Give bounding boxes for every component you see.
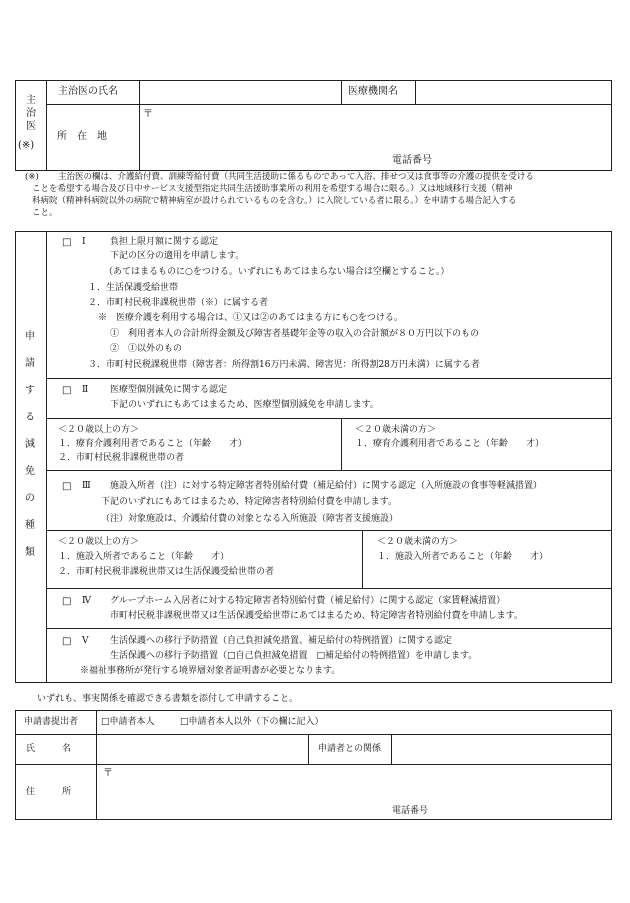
section4-line: 市町村民税非課税世帯又は生活保護受給世帯にあてはまるため、特定障害者特別給付費を申請します。: [110, 611, 523, 621]
attachment-note: いずれも、事実関係を確認できる書類を添付して申請すること。: [37, 694, 299, 704]
section1-line: （あてはまるものに○をつける。いずれにもあてはまらない場合は空欄とすること。）: [104, 267, 450, 277]
option-self-checkbox[interactable]: □申請者本人: [101, 717, 155, 727]
section2-numeral: Ⅱ: [82, 385, 89, 395]
relation-field[interactable]: [392, 735, 611, 763]
section4-title: グループホーム入居者に対する特定障害者特別給付費（補足給付）に関する認定（家賃軽減措置）: [110, 596, 506, 606]
section1-line: ① 利用者本人の合計所得金額及び障害者基礎年金等の収入の合計額が８０万円以下のもの: [110, 329, 480, 339]
section3-checkbox[interactable]: □: [62, 481, 72, 492]
applicant-phone-label: 電話番号: [392, 806, 429, 816]
section5-line: 生活保護への移行予防措置（□自己負担減免措置 □補足給付の特例措置）を申請します。: [110, 651, 478, 661]
doctor-note-line: ことを希望する場合及び日中サービス支援型指定共同生活援助事業所の利用を希望する場合に限る。）又は地域移行支援（精神: [32, 184, 513, 194]
doctor-note-line: 科病院（精神科病院以外の病院で精神病室が設けられているものを含む。）に入院している者に限る。）を申請する場合記入する: [32, 196, 517, 206]
doctor-side-mark: (※): [18, 140, 35, 151]
section3-over20-item: １．施設入所者であること（年齢 才）: [58, 552, 230, 562]
doctor-address-label: 所 在 地: [57, 131, 107, 142]
doctor-note-mark: (※): [25, 172, 39, 182]
applicant-address-field[interactable]: [97, 765, 611, 819]
doctor-name-label: 主治医の氏名: [58, 86, 118, 97]
section1-checkbox[interactable]: □: [62, 237, 72, 248]
doctor-name-field[interactable]: [140, 81, 340, 103]
section2-under20-item: １．療育介護利用者であること（年齢 才）: [355, 439, 545, 449]
section2-over20-title: ＜２０歳以上の方＞: [58, 425, 140, 435]
section2-title: 医療型個別減免に関する認定: [110, 385, 228, 395]
applicant-postal-mark: 〒: [103, 768, 113, 779]
section3-numeral: Ⅲ: [82, 481, 91, 491]
section3-title: 施設入所者（注）に対する特定障害者特別給付費（補足給付）に関する認定（入所施設の食事等軽減措置）: [110, 481, 543, 491]
section2-line: 下記のいずれにもあてはまるため、医療型個別減免を申請します。: [110, 400, 379, 410]
section1-line: ２．市町村民税非課税世帯（※）に属する者: [88, 298, 269, 308]
section4-numeral: Ⅳ: [82, 596, 91, 606]
reduction-side-label: 申 請 す る 減 免 の 種 類: [25, 331, 35, 558]
section1-line: １．生活保護受給世帯: [88, 283, 179, 293]
doctor-note-line: こと。: [32, 208, 58, 218]
section1-line: 下記の区分の適用を申請します。: [110, 251, 245, 261]
section2-under20-title: ＜２０歳未満の方＞: [355, 425, 437, 435]
section2-over20-item: ２．市町村民税非課税世帯の者: [58, 453, 185, 463]
doctor-side-label: 主 治 医: [26, 95, 36, 132]
institution-field[interactable]: [416, 81, 611, 103]
section5-note: ※福祉事務所が発行する境界層対象者証明書が必要となります。: [80, 666, 341, 676]
section2-checkbox[interactable]: □: [62, 385, 72, 396]
section1-line: ※ 医療介護を利用する場合は、①又は②のあてはまる方にも○をつける。: [98, 313, 403, 323]
section3-under20-title: ＜２０歳未満の方＞: [377, 537, 459, 547]
doctor-phone-label: 電話番号: [392, 155, 432, 166]
doctor-note-line: 主治医の欄は、介護給付費、訓練等給付費（共同生活援助に係るものであって入浴、排せつ又は食事等の介護の提供を受ける: [58, 172, 534, 182]
section3-over20-item: ２．市町村民税非課税世帯又は生活保護受給世帯の者: [58, 567, 275, 577]
relation-label: 申請者との関係: [318, 744, 382, 754]
section1-line: ３．市町村民税課税世帯（障害者：所得割16万円未満、障害児：所得割28万円未満）に属する者: [88, 360, 480, 370]
section4-checkbox[interactable]: □: [62, 596, 72, 607]
section5-numeral: Ⅴ: [82, 636, 89, 646]
section3-line: 下記のいずれにもあてはまるため、特定障害者特別給付費を申請します。: [101, 497, 397, 507]
applicant-address-label: 住 所: [26, 787, 72, 797]
section3-over20-title: ＜２０歳以上の方＞: [58, 537, 140, 547]
section1-line: ② ①以外のもの: [110, 344, 183, 354]
section2-over20-item: １．療育介護利用者であること（年齢 才）: [58, 439, 248, 449]
section3-line: （注）対象施設は、介護給付費の対象となる入所施設（障害者支援施設）: [101, 514, 399, 524]
submitter-label: 申請書提出者: [24, 717, 79, 727]
applicant-name-label: 氏 名: [26, 744, 72, 754]
section5-title: 生活保護への移行予防措置（自己負担減免措置、補足給付の特例措置）に関する認定: [110, 636, 453, 646]
section1-title: 負担上限月額に関する認定: [110, 237, 219, 247]
institution-label: 医療機関名: [348, 86, 398, 97]
doctor-address-field[interactable]: [140, 105, 611, 170]
section3-under20-item: １．施設入所者であること（年齢 才）: [377, 552, 549, 562]
section5-checkbox[interactable]: □: [62, 636, 72, 647]
option-other-checkbox[interactable]: □申請者本人以外（下の欄に記入）: [180, 717, 324, 727]
section1-numeral: Ⅰ: [82, 237, 86, 247]
postal-mark: 〒: [143, 109, 153, 120]
applicant-name-field[interactable]: [97, 735, 307, 763]
